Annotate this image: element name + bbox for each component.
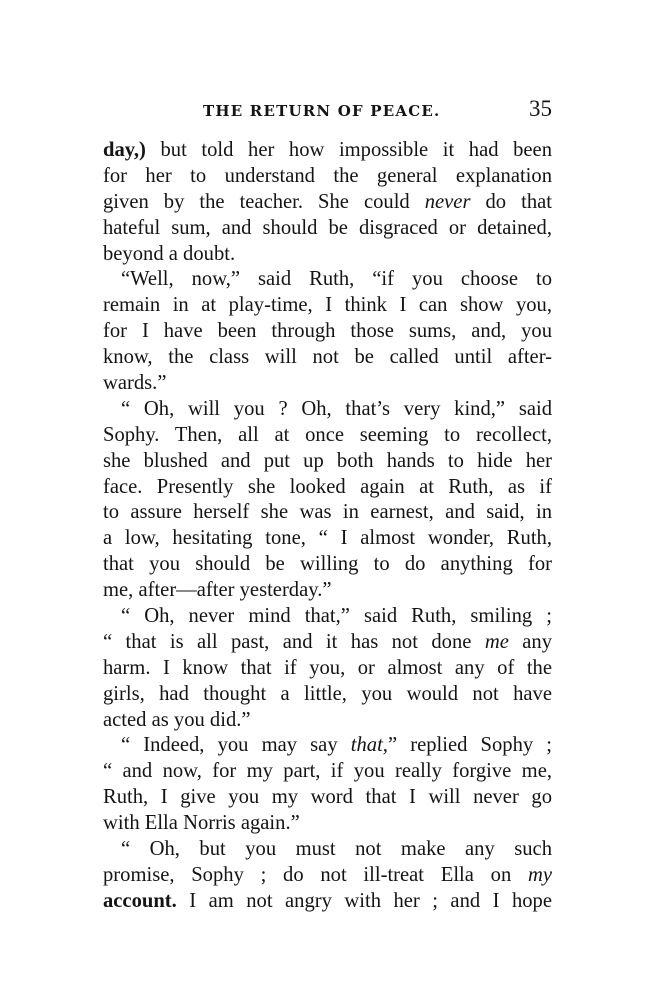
text-line bbox=[103, 319, 552, 345]
text-line bbox=[103, 708, 552, 734]
text-segment: I am not angry with her ; and I hope bbox=[176, 889, 552, 912]
text-segment: know, the class will not be called until after- bbox=[103, 346, 552, 369]
text-segment: but told her how impossible it had been bbox=[145, 139, 552, 161]
text-segment: face. Presently she looked again at Ruth, as if bbox=[103, 475, 552, 498]
text-line bbox=[103, 604, 552, 630]
text-line bbox=[103, 578, 552, 604]
text-segment: given by the teacher. She could bbox=[103, 190, 425, 213]
text-segment: beyond a doubt. bbox=[103, 242, 236, 265]
text-segment: harm. I know that if you, or almost any of the bbox=[103, 656, 552, 679]
text-segment: do that bbox=[470, 190, 552, 213]
emphasis-text: my bbox=[527, 863, 552, 886]
text-segment: that you should be willing to do anything for bbox=[103, 553, 552, 576]
text-segment: “Well, now,” said Ruth, “if you choose to bbox=[121, 268, 552, 291]
text-line bbox=[103, 837, 552, 863]
text-segment: a low, hesitating tone, “ I almost wonder, Ruth, bbox=[103, 527, 552, 550]
running-head bbox=[103, 96, 552, 126]
text-line bbox=[103, 552, 552, 578]
text-segment: “ Indeed, you may say bbox=[121, 734, 351, 757]
text-segment: she blushed and put up both hands to hide her bbox=[103, 449, 552, 472]
text-line bbox=[103, 759, 552, 785]
text-line bbox=[103, 733, 552, 759]
text-segment: Ruth, I give you my word that I will never go bbox=[103, 786, 552, 809]
text-line bbox=[103, 526, 552, 552]
text-segment: remain in at play-time, I think I can show you, bbox=[103, 294, 552, 317]
text-line bbox=[103, 656, 552, 682]
text-line bbox=[103, 164, 552, 190]
page-number: 35 bbox=[529, 96, 552, 121]
text-segment: for her to understand the general explanation bbox=[103, 164, 552, 187]
text-segment: “ and now, for my part, if you really forgive me, bbox=[103, 760, 552, 783]
text-line bbox=[103, 190, 552, 216]
running-head-title: THE RETURN OF PEACE. bbox=[203, 102, 441, 120]
text-line bbox=[103, 630, 552, 656]
bold-text: account. bbox=[103, 889, 177, 912]
text-segment: “ Oh, but you must not make any such bbox=[121, 838, 552, 861]
text-line bbox=[103, 500, 552, 526]
text-line bbox=[103, 397, 552, 423]
text-line bbox=[103, 682, 552, 708]
text-segment: ” replied Sophy ; bbox=[387, 734, 553, 757]
text-line bbox=[103, 293, 552, 319]
text-line bbox=[103, 242, 552, 268]
text-segment: “ Oh, never mind that,” said Ruth, smiling ; bbox=[121, 605, 552, 628]
text-segment: “ that is all past, and it has not done bbox=[103, 630, 485, 653]
text-segment: “ Oh, will you ? Oh, that’s very kind,” said bbox=[121, 397, 552, 420]
text-segment: Sophy. Then, all at once seeming to recollect, bbox=[103, 423, 552, 446]
text-line bbox=[103, 811, 552, 837]
text-segment: me, after—after yesterday.” bbox=[103, 579, 332, 602]
text-line bbox=[103, 475, 552, 501]
text-segment: for I have been through those sums, and, you bbox=[103, 320, 552, 343]
text-line bbox=[103, 889, 552, 915]
text-segment: acted as you did.” bbox=[103, 708, 251, 731]
text-line bbox=[103, 345, 552, 371]
text-segment: to assure herself she was in earnest, and said, in bbox=[103, 501, 552, 524]
text-segment: any bbox=[508, 630, 552, 653]
text-segment: wards.” bbox=[103, 372, 167, 395]
text-segment: girls, had thought a little, you would not have bbox=[103, 682, 552, 705]
text-line bbox=[103, 449, 552, 475]
text-segment: promise, Sophy ; do not ill-treat Ella on bbox=[103, 863, 528, 886]
text-line bbox=[103, 267, 552, 293]
emphasis-text: never bbox=[424, 190, 471, 213]
text-segment: hateful sum, and should be disgraced or detained, bbox=[103, 216, 552, 239]
emphasis-text: that, bbox=[350, 734, 388, 757]
text-line bbox=[103, 216, 552, 242]
text-line bbox=[103, 138, 552, 164]
body-text bbox=[103, 138, 552, 915]
text-line bbox=[103, 863, 552, 889]
text-line bbox=[103, 371, 552, 397]
emphasis-text: me bbox=[484, 630, 509, 653]
text-line bbox=[103, 785, 552, 811]
text-line bbox=[103, 423, 552, 449]
text-segment: with Ella Norris again.” bbox=[103, 812, 300, 835]
bold-text: day,) bbox=[103, 139, 146, 161]
